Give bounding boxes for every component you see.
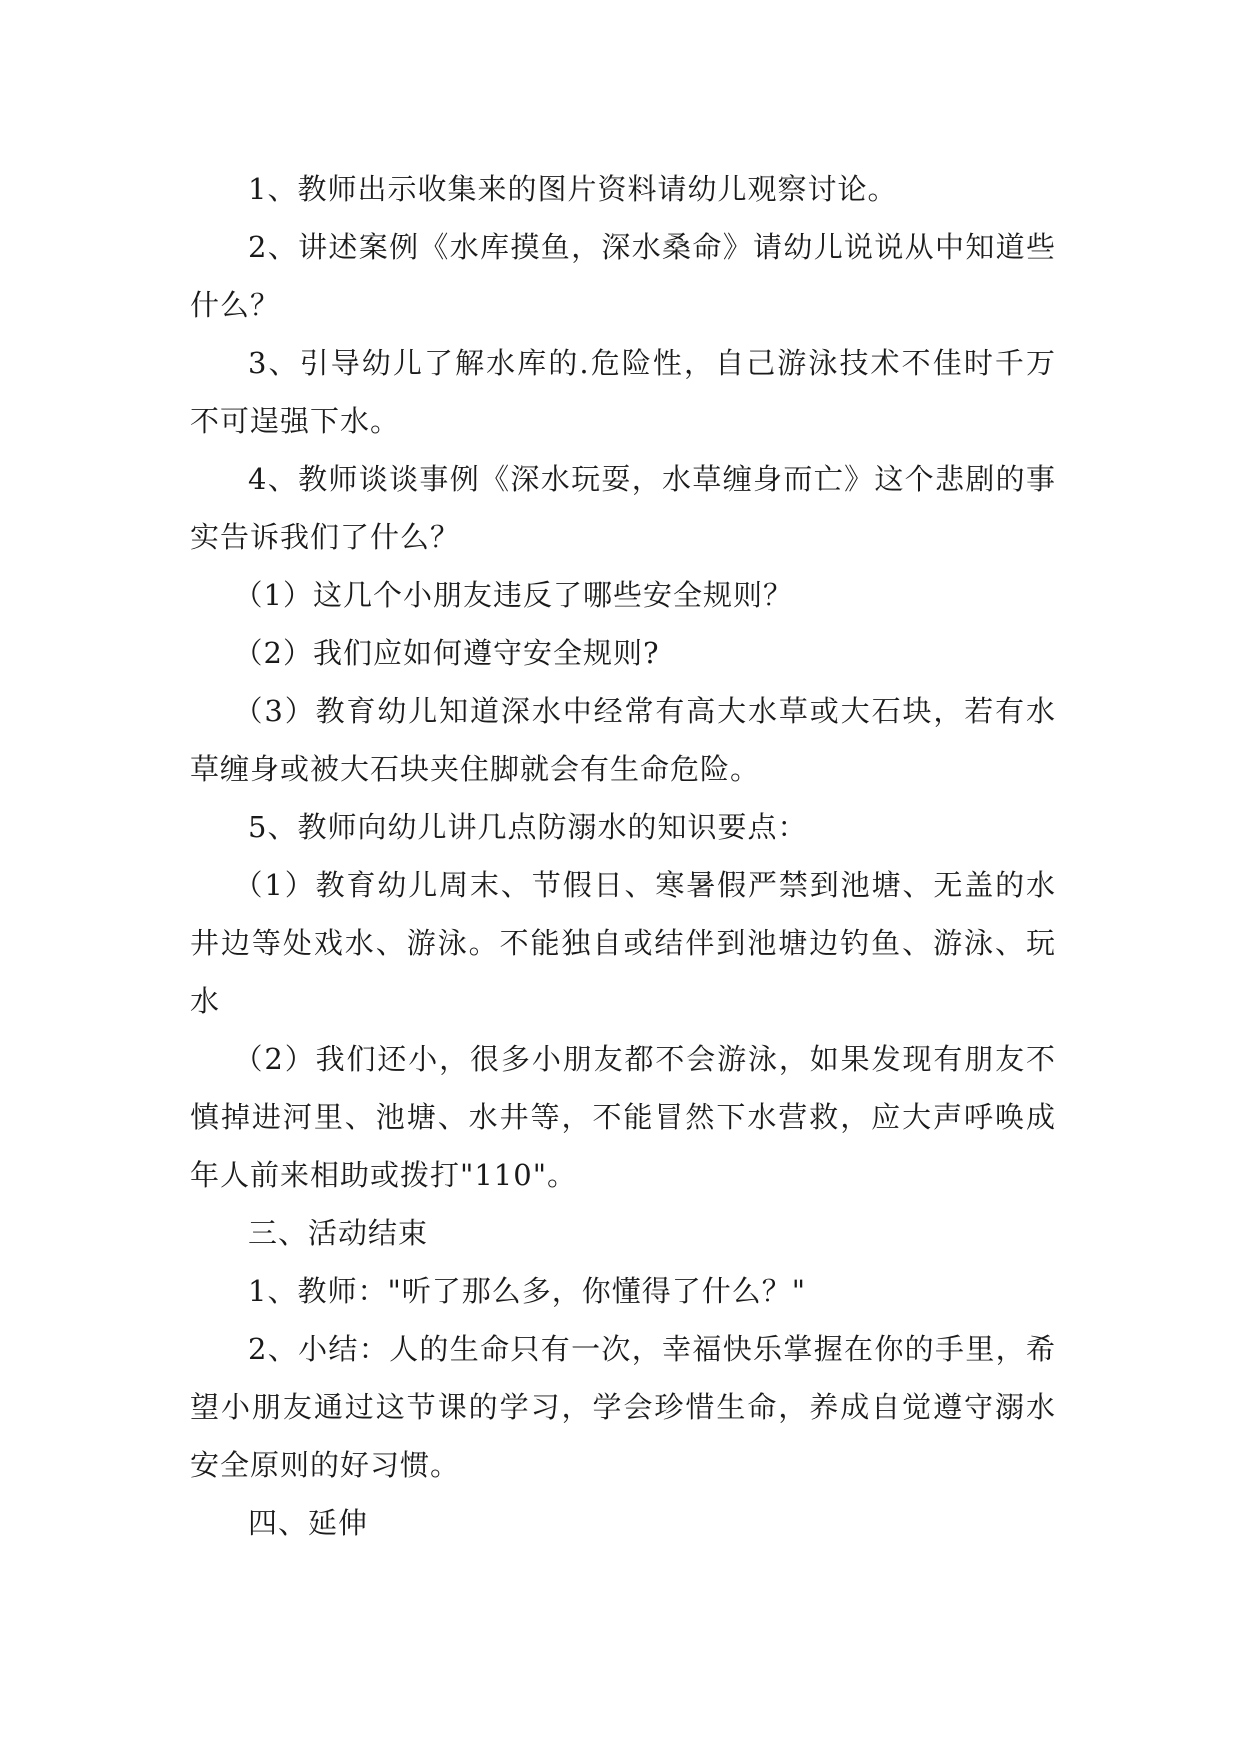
document-body: [190, 160, 1056, 1552]
paragraph-end-1: 1、教师："听了那么多，你懂得了什么？": [248, 1274, 807, 1308]
sub-item-4-2: （2）我们应如何遵守安全规则?: [233, 636, 660, 670]
sub-item-5-2: （2）我们还小，很多小朋友都不会游泳，如果发现有朋友不慎掉进河里、池塘、水井等，不能冒然下水营救，应大声呼唤成年人前来相助或拨打"110"。: [190, 1042, 1056, 1192]
paragraph-step-2: 2、讲述案例《水库摸鱼，深水桑命》请幼儿说说从中知道些什么？: [190, 230, 1056, 322]
paragraph-step-5: 5、教师向幼儿讲几点防溺水的知识要点：: [248, 810, 808, 844]
paragraph-step-3: 3、引导幼儿了解水库的.危险性，自己游泳技术不佳时千万不可逞强下水。: [190, 346, 1056, 438]
section-heading-extension: 四、延伸: [248, 1506, 369, 1540]
paragraph-step-1: 1、教师出示收集来的图片资料请幼儿观察讨论。: [248, 172, 898, 206]
paragraph-end-2: 2、小结：人的生命只有一次，幸福快乐掌握在你的手里，希望小朋友通过这节课的学习，学会珍惜生命，养成自觉遵守溺水安全原则的好习惯。: [190, 1332, 1056, 1482]
section-heading-activity-end: 三、活动结束: [248, 1216, 429, 1250]
sub-item-5-1: （1）教育幼儿周末、节假日、寒暑假严禁到池塘、无盖的水井边等处戏水、游泳。不能独自或结伴到池塘边钓鱼、游泳、玩水: [190, 868, 1056, 1018]
sub-item-4-1: （1）这几个小朋友违反了哪些安全规则？: [233, 578, 793, 612]
paragraph-step-4: 4、教师谈谈事例《深水玩耍，水草缠身而亡》这个悲剧的事实告诉我们了什么？: [190, 462, 1056, 554]
sub-item-4-3: （3）教育幼儿知道深水中经常有高大水草或大石块，若有水草缠身或被大石块夹住脚就会有生命危险。: [190, 694, 1056, 786]
